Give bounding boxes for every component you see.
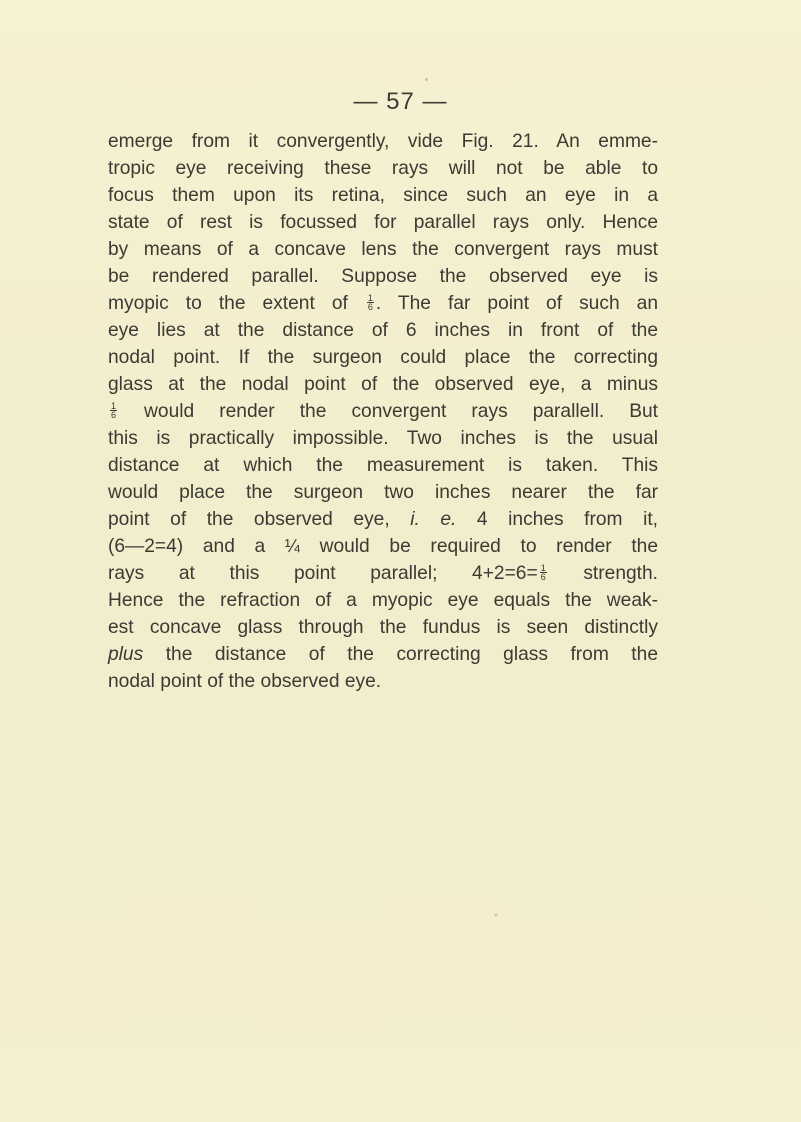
body-paragraph: [108, 128, 658, 695]
text-line-11: [108, 398, 658, 425]
text-line-10: glass at the nodal point of the observed eye, a minus: [108, 374, 658, 395]
text-line-18: Hence the refraction of a myopic eye equals the weak-: [108, 590, 658, 611]
text-line-5: by means of a concave lens the convergent rays must: [108, 239, 658, 260]
fraction-denominator: 6: [367, 302, 373, 313]
fraction-numerator: 1: [540, 563, 546, 574]
text-line-20: [108, 641, 658, 668]
text-line-17: [108, 560, 658, 587]
text-line-8: eye lies at the distance of 6 inches in front of the: [108, 320, 658, 341]
text-line-15-end: 4 inches from it,: [456, 509, 658, 530]
fraction-one-sixth: [110, 402, 117, 419]
text-line-16-start: (6—2=4) and a: [108, 536, 285, 557]
fraction-denominator: 6: [111, 410, 117, 421]
text-line-12: this is practically impossible. Two inches is the usual: [108, 428, 658, 449]
page-number: — 57 —: [353, 88, 448, 115]
text-line-1: emerge from it convergently, vide Fig. 21. An emme-: [108, 131, 658, 152]
italic-plus: plus: [108, 644, 144, 665]
text-line-4: state of rest is focussed for parallel rays only. Hence: [108, 212, 658, 233]
text-line-14: would place the surgeon two inches nearer the far: [108, 482, 658, 503]
fraction-one-sixth: [367, 294, 374, 311]
text-line-21: nodal point of the observed eye.: [108, 671, 382, 692]
text-line-16-end: would be required to render the: [299, 536, 658, 557]
text-line-19: est concave glass through the fundus is seen distinctly: [108, 617, 658, 638]
text-line-20-end: the distance of the correcting glass from the: [143, 644, 658, 665]
paper-speck: [425, 78, 428, 81]
fraction-one-sixth: [540, 564, 547, 581]
text-line-9: nodal point. If the surgeon could place the correcting: [108, 347, 658, 368]
italic-ie: i. e.: [410, 509, 457, 530]
text-line-2: tropic eye receiving these rays will not be able to: [108, 158, 658, 179]
fraction-one-quarter: ¼: [284, 536, 300, 556]
text-line-17-start: rays at this point parallel; 4+2=6=: [108, 563, 538, 584]
text-line-11-end: would render the convergent rays parallell. But: [119, 401, 658, 422]
fraction-numerator: 1: [111, 401, 117, 412]
text-line-17-end: strength.: [548, 563, 658, 584]
text-line-15: [108, 506, 658, 533]
text-line-7-start: myopic to the extent of: [108, 293, 365, 314]
fraction-numerator: 1: [367, 293, 373, 304]
text-line-6: be rendered parallel. Suppose the observed eye is: [108, 266, 658, 287]
text-line-13: distance at which the measurement is taken. This: [108, 455, 658, 476]
text-line-16: [108, 533, 658, 560]
paper-speck: [494, 913, 498, 917]
text-line-3: focus them upon its retina, since such an eye in a: [108, 185, 658, 206]
text-line-7-end: . The far point of such an: [375, 293, 658, 314]
text-line-15-start: point of the observed eye,: [108, 509, 411, 530]
text-line-7: [108, 290, 658, 317]
fraction-denominator: 6: [540, 572, 546, 583]
